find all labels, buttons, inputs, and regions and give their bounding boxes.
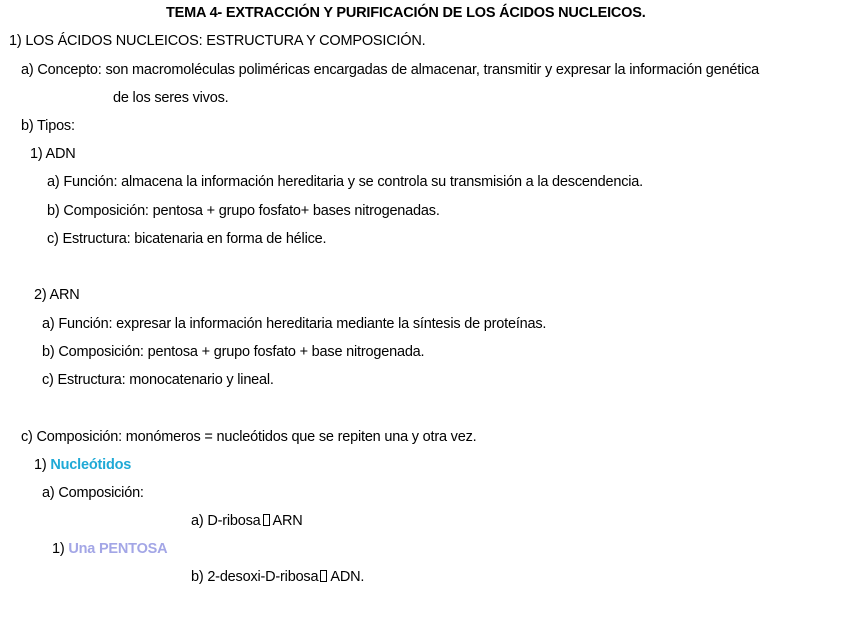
arrow-missing-glyph-icon	[320, 570, 327, 582]
ribosa-text: a) D-ribosa	[191, 513, 261, 529]
composicion-heading: c) Composición: monómeros = nucleótidos que se repiten una y otra vez.	[21, 429, 477, 445]
adn-funcion: a) Función: almacena la información hereditaria y se controla su transmisión a la descendencia.	[47, 174, 643, 190]
ribosa-target: ARN	[272, 513, 303, 529]
arrow-missing-glyph-icon	[263, 514, 270, 526]
concepto-line-2: de los seres vivos.	[113, 90, 229, 106]
desoxirribosa-target: ADN.	[330, 569, 365, 585]
page-title: TEMA 4- EXTRACCIÓN Y PURIFICACIÓN DE LOS ÁCIDOS NUCLEICOS.	[166, 5, 646, 21]
ribosa-line	[191, 512, 303, 530]
adn-heading: 1) ADN	[30, 146, 76, 162]
arn-heading: 2) ARN	[34, 287, 80, 303]
nucleotidos-number: 1)	[34, 457, 47, 473]
desoxirribosa-text: b) 2-desoxi-D-ribosa	[191, 569, 319, 585]
arn-estructura: c) Estructura: monocatenario y lineal.	[42, 372, 274, 388]
tipos-heading: b) Tipos:	[21, 118, 75, 134]
nucleotidos-heading	[34, 456, 131, 474]
concepto-line-1: a) Concepto: son macromoléculas poliméricas encargadas de almacenar, transmitir y expresar la información genética	[21, 62, 760, 78]
desoxirribosa-line	[191, 568, 364, 586]
nucleotidos-composicion: a) Composición:	[42, 485, 144, 501]
arn-funcion: a) Función: expresar la información hereditaria mediante la síntesis de proteínas.	[42, 316, 547, 332]
section-heading: 1) LOS ÁCIDOS NUCLEICOS: ESTRUCTURA Y COMPOSICIÓN.	[9, 33, 426, 49]
pentosa-heading	[52, 540, 167, 558]
adn-estructura: c) Estructura: bicatenaria en forma de hélice.	[47, 231, 327, 247]
arn-composicion: b) Composición: pentosa + grupo fosfato + base nitrogenada.	[42, 344, 425, 360]
nucleotidos-label: Nucleótidos	[50, 457, 132, 473]
pentosa-label: Una PENTOSA	[68, 541, 168, 557]
pentosa-number: 1)	[52, 541, 65, 557]
adn-composicion: b) Composición: pentosa + grupo fosfato+ bases nitrogenadas.	[47, 203, 440, 219]
